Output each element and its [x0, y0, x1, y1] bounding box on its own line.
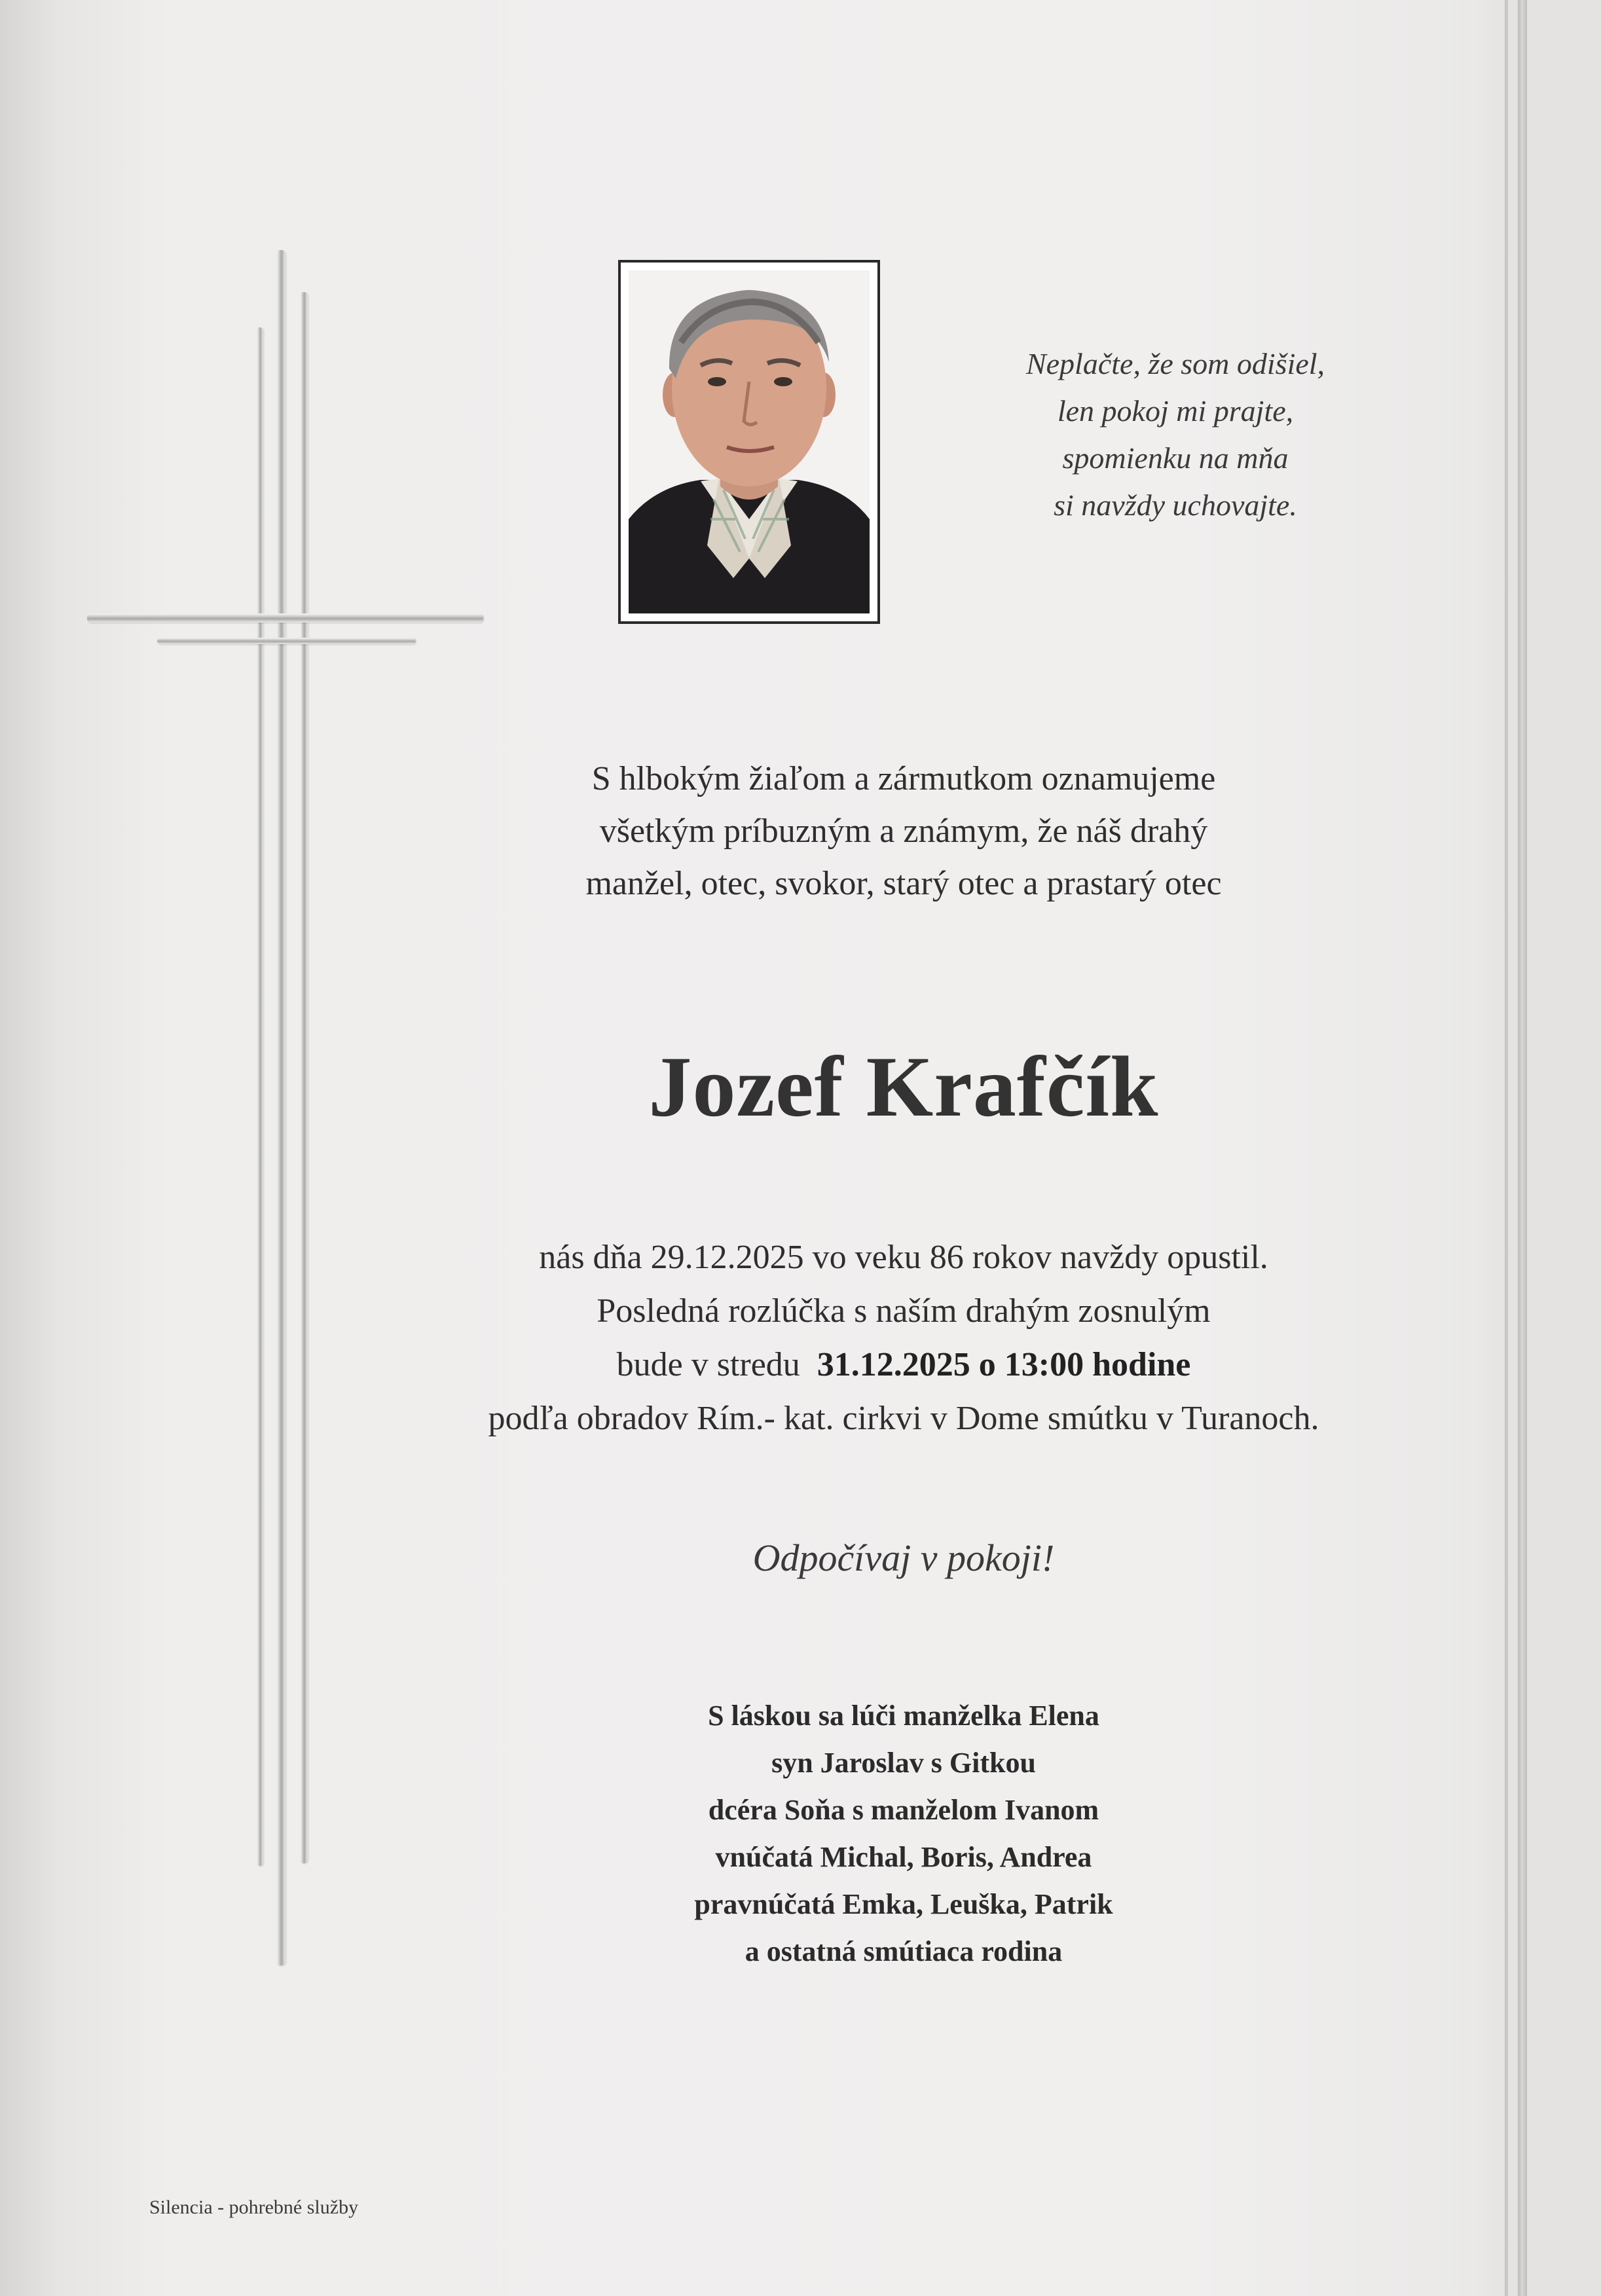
- announcement-line: všetkým príbuzným a známym, že náš drahý: [599, 812, 1208, 850]
- announcement-line: S hlbokým žiaľom a zármutkom oznamujeme: [591, 760, 1216, 797]
- family-line: pravnúčatá Emka, Leuška, Patrik: [694, 1888, 1113, 1920]
- family-line: S láskou sa lúči manželka Elena: [708, 1700, 1099, 1732]
- motto-line: Neplačte, že som odišiel,: [1025, 347, 1325, 380]
- farewell-line: Posledná rozlúčka s naším drahým zosnulým: [597, 1292, 1211, 1330]
- family-line: a ostatná smútiaca rodina: [745, 1935, 1063, 1967]
- rest-in-peace: Odpočívaj v pokoji!: [752, 1537, 1055, 1579]
- motto-line: si navždy uchovajte.: [1054, 488, 1297, 522]
- funeral-service-credit: Silencia - pohrebné služby: [149, 2196, 359, 2218]
- family-line: vnúčatá Michal, Boris, Andrea: [715, 1841, 1092, 1873]
- funeral-time-line: [367, 1338, 1441, 1392]
- portrait-photo-frame: [618, 260, 880, 624]
- family-signature: [563, 1692, 1244, 1975]
- right-border-line: [1518, 0, 1527, 2296]
- funeral-datetime: 31.12.2025 o 13:00 hodine: [817, 1346, 1191, 1383]
- family-line: dcéra Soňa s manželom Ivanom: [708, 1794, 1099, 1826]
- portrait-photo: [629, 270, 870, 613]
- funeral-day: bude v stredu: [616, 1346, 800, 1383]
- funeral-details: [367, 1231, 1441, 1446]
- motto-line: len pokoj mi prajte,: [1057, 394, 1294, 428]
- death-date-line: nás dňa 29.12.2025 vo veku 86 rokov navždy opustil.: [539, 1239, 1268, 1276]
- motto-line: spomienku na mňa: [1062, 441, 1289, 475]
- ceremony-location-line: podľa obradov Rím.- kat. cirkvi v Dome smútku v Turanoch.: [488, 1400, 1319, 1437]
- right-border-line: [1505, 0, 1508, 2296]
- deceased-name: Jozef Krafčík: [648, 1038, 1159, 1135]
- motto-verse: [963, 340, 1388, 529]
- announcement-text: [432, 753, 1375, 910]
- family-line: syn Jaroslav s Gitkou: [771, 1747, 1036, 1779]
- announcement-line: manžel, otec, svokor, starý otec a prastarý otec: [585, 865, 1222, 902]
- portrait-image: [629, 270, 870, 613]
